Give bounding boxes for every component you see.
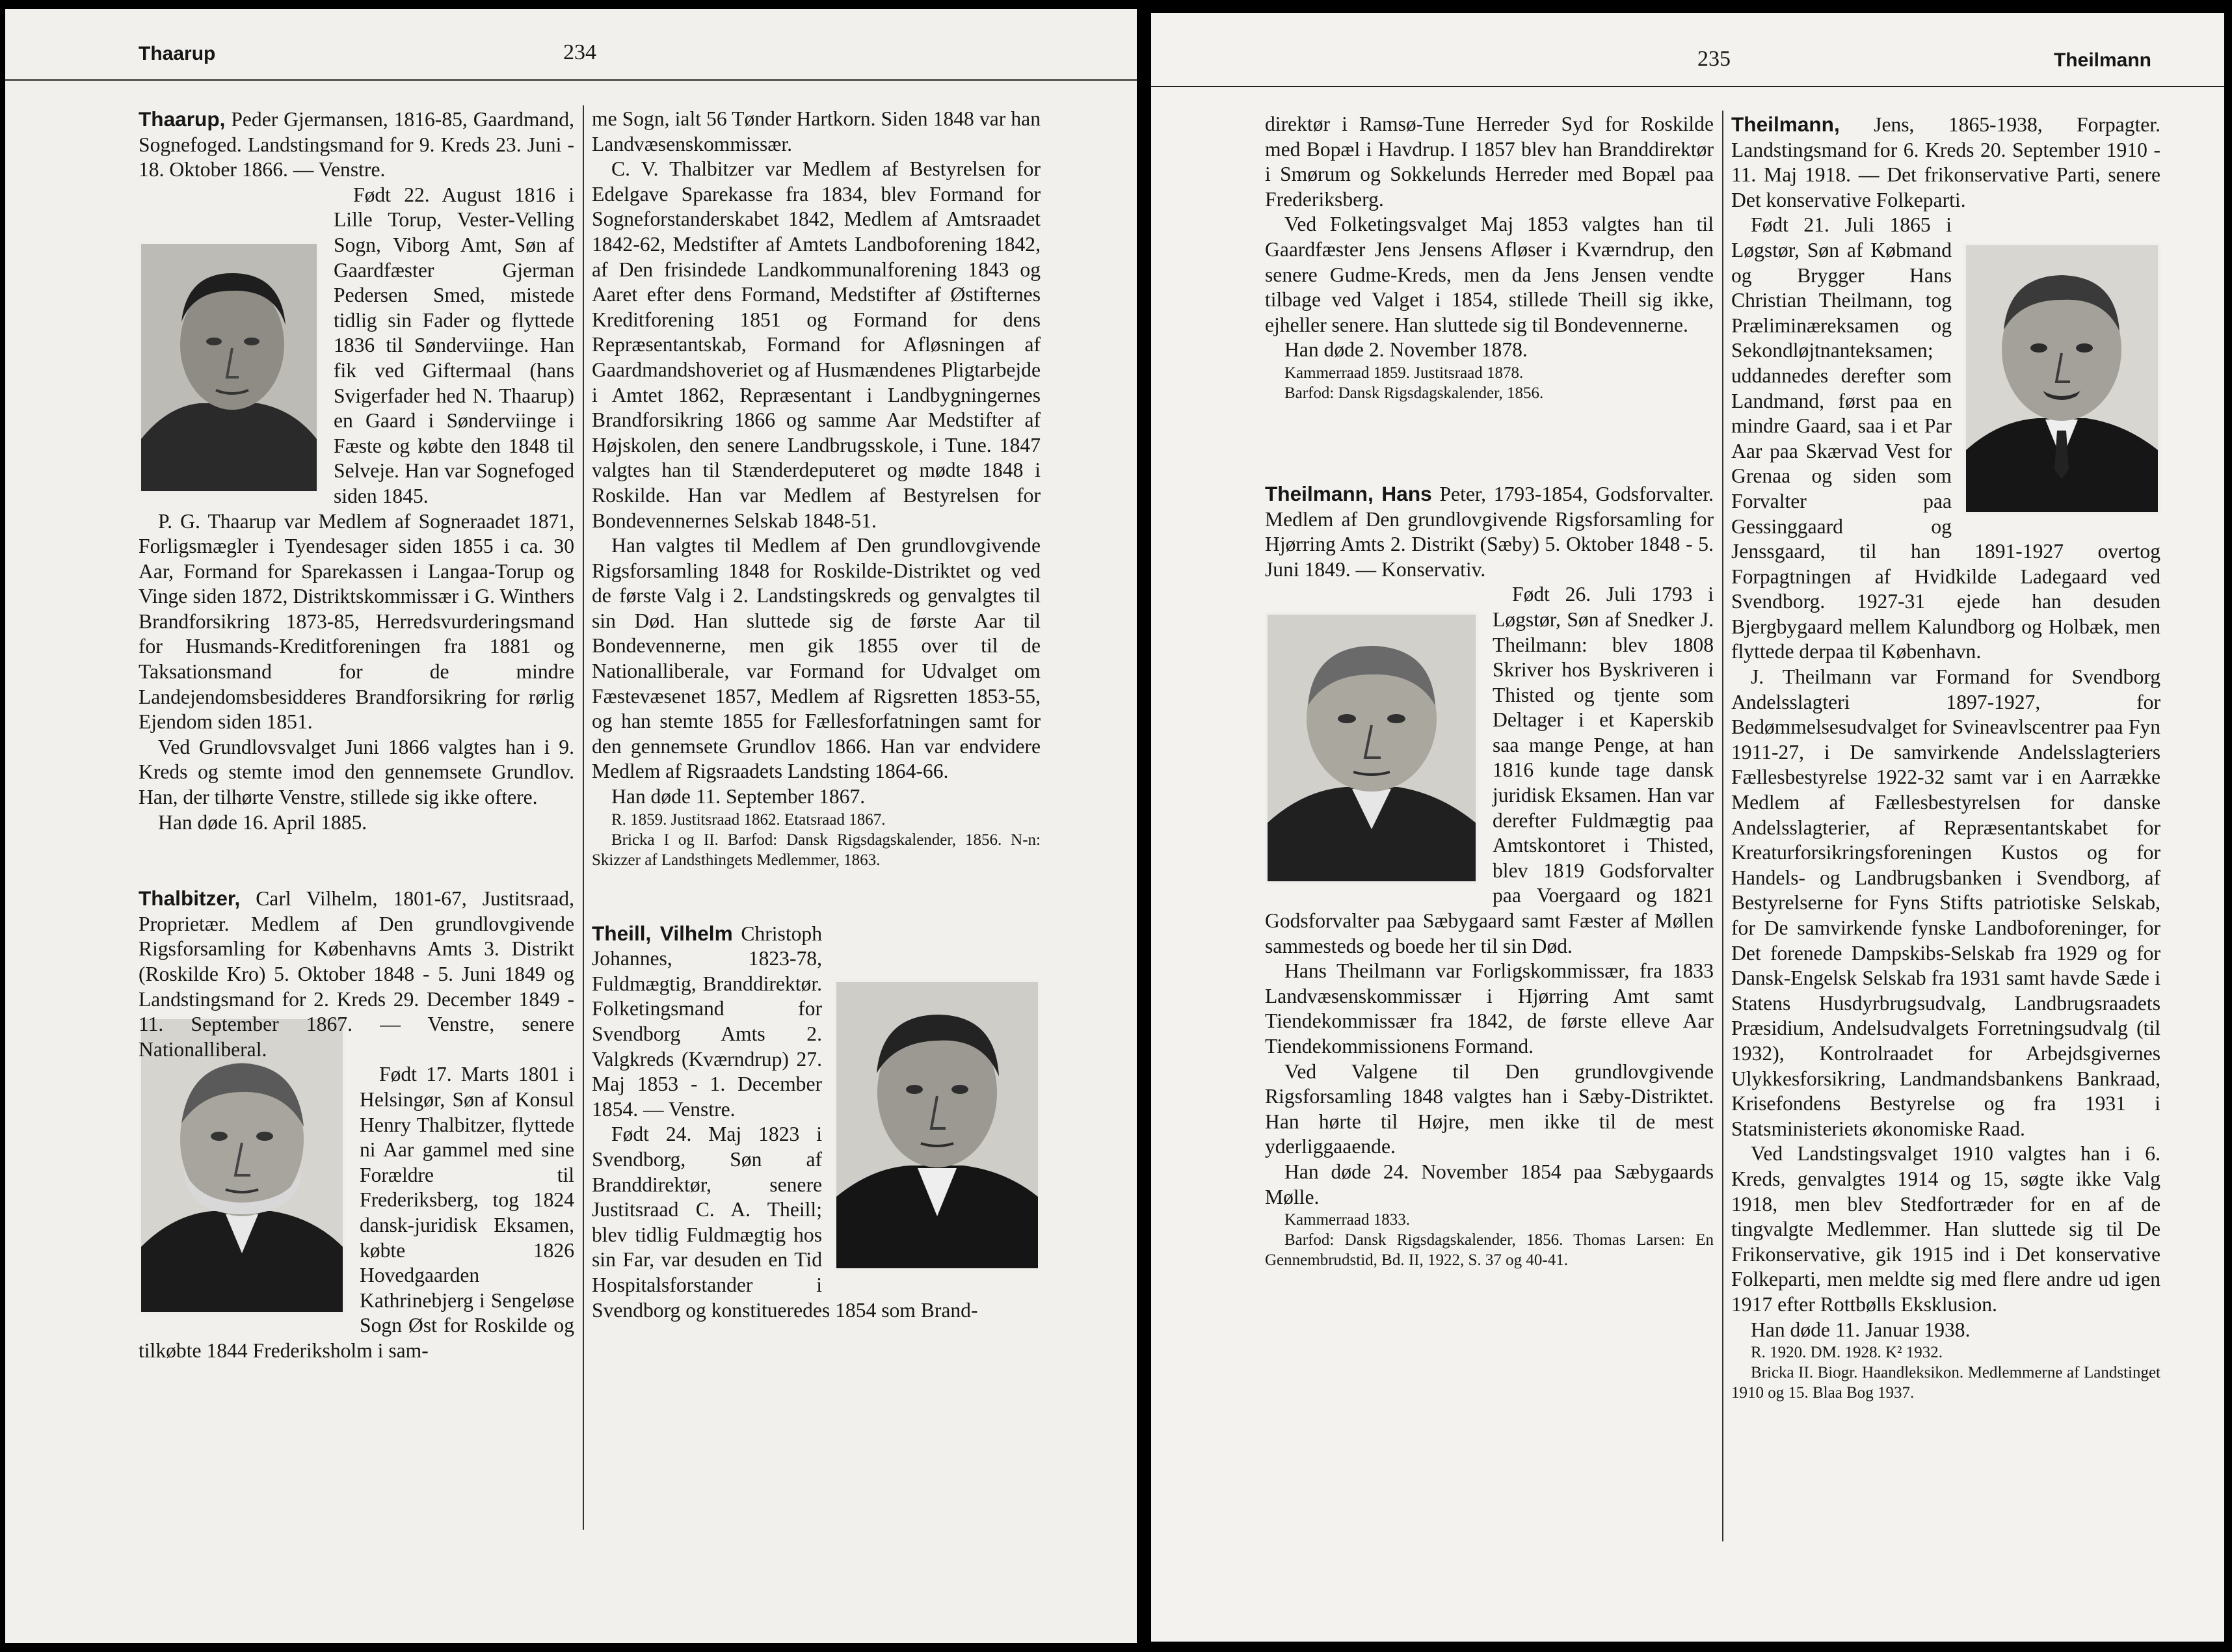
thalbitzer-politics: Han valgtes til Medlem af Den grundlovgivende Rigsforsamling 1848 for Roskilde-Distriktet og ved de første Valg i 2. Landstingskreds og genvalgtes til sin Død. Han sluttede sig de første Aar til Bondevennerne, men gik 1855 over til de Nationalliberale, var Formand for Udvalget om Fæstevæsenet 1857, Medlem af Rigsretten 1853-55, og han stemte 1855 for Fællesforfatningen samt for den gennemsete Grundlov 1866. Han var endvidere Medlem af Rigsraadets Landsting 1864-66. [592, 534, 1041, 783]
thalbitzer-sources: Bricka I og II. Barfod: Dansk Rigsdagskalender, 1856. N-n: Skizzer af Landsthingets Medlemmer, 1863. [592, 831, 1041, 869]
theill-cont: direktør i Ramsø-Tune Herreder Syd for Roskilde med Bopæl i Havdrup. I 1857 blev han Branddirektør i Smørum og Sokkelunds Herreder med Bopæl paa Frederiksberg. [1265, 113, 1714, 211]
hans-theilmann-died: Han døde 24. November 1854 paa Sæbygaards Mølle. [1265, 1160, 1714, 1208]
thalbitzer-died: Han døde 11. September 1867. [611, 785, 866, 808]
theill-died: Han døde 2. November 1878. [1284, 338, 1528, 362]
entry-hans-theilmann-intro: Theilmann, Hans Peter, 1793-1854, Godsforvalter. Medlem af Den grundlovgivende Rigsforsamling for Hjørring Amts 2. Distrikt (Sæby) 5. Oktober 1848 - 5. Juni 1849. — Konservativ. [1265, 481, 1714, 581]
theill-honours: Kammerraad 1859. Justitsraad 1878. [1284, 364, 1524, 382]
entry-theill-born: Født 24. Maj 1823 i Svendborg, Søn af Branddirektør, senere Justitsraad C. A. Theill; blev tidlig Fuldmægtig hos sin Far, var desuden en Tid Hospitalsforstander i Svendborg og konstitueredes 1854 som Brand- [592, 1123, 978, 1322]
theill-politics: Ved Folketingsvalget Maj 1853 valgtes han til Gaardfæster Jens Jensens Afløser i Kværndrup, den senere Gudme-Kreds, men da Jens Jensen vendte tilbage ved Valget i 1854, stillede Theill sig ikke, ejheller senere. Han sluttede sig til Bondevennerne. [1265, 213, 1714, 336]
page-number: 234 [563, 40, 596, 64]
left-column-2 [592, 107, 1041, 1323]
page-number: 235 [1697, 47, 1731, 71]
entry-jens-theilmann-intro: Theilmann, Jens, 1865-1938, Forpagter. Landstingsmand for 6. Kreds 20. September 1910 - 11. Maj 1918. — Det frikonservative Parti, senere Det konservative Folkeparti. [1731, 113, 2160, 211]
jens-theilmann-honours: R. 1920. DM. 1928. K² 1932. [1751, 1344, 1943, 1362]
portrait-thaarup [139, 241, 319, 494]
running-head: Thaarup [139, 43, 216, 64]
left-column-1 [139, 107, 574, 1364]
portrait-theill [834, 979, 1041, 1271]
right-column-1 [1265, 112, 1714, 1270]
jens-theilmann-offices: J. Theilmann var Formand for Svendborg Andelsslagteri 1897-1927, for Bedømmelsesudvalget for Svineavlscentrer paa Fyn 1911-27, i De samvirkende Andelsslagteriers Fællesbestyrelse 1922-32 samt var i en Aarrække Medlem af Fællesbestyrelsen for danske Andelsslagterier, af Repræsentantskabet for Kreaturforsikringsforeningen Kustos og for Handels- og Landbrugsbanken i Svendborg, af Bestyrelserne for Fyns Stifts patriotiske Selskab, for De samvirkende fynske Landboforeninger, for Det forenede Dampskibs-Selskab fra 1929 og for Dansk-Engelsk Selskab fra 1931 samt havde Sæde i Statens Husdyrbrugsudvalg, Landbrugsraadets Præsidium, Andelsudvalgets Forretningsudvalg (til 1932), Kontrolraadet for Arbejdsgivernes Ulykkesforsikring, Landmandsbankens Bankraad, Krisefondens Bestyrelse og fra 1931 i Statsministeriets økonomiske Raad. [1731, 665, 2160, 1140]
portrait-hans-theilmann [1265, 612, 1478, 884]
entry-thaarup-vote: Ved Grundlovsvalget Juni 1866 valgtes han i 9. Kreds og stemte imod den gennemsete Grundlov. Han, der tilhørte Venstre, stillede sig ikke oftere. [139, 735, 574, 809]
entry-jens-theilmann-born: Født 21. Juli 1865 i Løgstør, Søn af Købmand og Brygger Hans Christian Theilmann, tog Præliminæreksamen og Sekondløjtnanteksamen; uddannedes derefter som Landmand, først paa en mindre Gaard, saa i et Par Aar paa Skærvad Vest for Grenaa og siden som Forvalter paa Gessinggaard og Jenssgaard, til han 1891-1927 overtog Forpagtningen af Hvidkilde Ladegaard ved Svendborg. 1927-31 ejede han desuden Bjergbygaard mellem Kalundborg og Holbæk, men flyttede derpaa til København. [1731, 213, 2160, 663]
entry-thaarup-offices: P. G. Thaarup var Medlem af Sogneraadet 1871, Forligsmægler i Tyendesager siden 1855 i ca. 30 Aar, Formand for Sparekassen i Langaa-Torup og Vinge siden 1872, Distriktskommissær i G. Winthers Brandforsikring 1873-85, Herredsvurderingsmand for Husmands-Kreditforeningen fra 1881 og Taksationsmand for de mindre Landejendomsbesidderes Brandforsikring for rørlig Ejendom siden 1851. [139, 509, 574, 734]
thalbitzer-cont: me Sogn, ialt 56 Tønder Hartkorn. Siden 1848 var han Landvæsenskommissær. [592, 107, 1041, 155]
right-column-2 [1731, 112, 2160, 1403]
entry-thalbitzer-born: Født 17. Marts 1801 i Helsingør, Søn af Konsul Henry Thalbitzer, flyttede ni Aar gammel med sine Forældre til Frederiksberg, tog 1824 dansk-juridisk Eksamen, købte 1826 Hovedgaarden Kathrinebjerg i Sengeløse Sogn Øst for Roskilde og tilkøbte 1844 Frederiksholm i sam- [139, 1062, 574, 1363]
page-header [5, 34, 1137, 81]
hans-theilmann-sources: Barfod: Dansk Rigsdagskalender, 1856. Thomas Larsen: En Gennembrudstid, Bd. II, 1922, S. 37 og 40-41. [1265, 1231, 1714, 1270]
entry-thaarup-died: Han døde 16. April 1885. [158, 810, 367, 834]
column-rule [1722, 111, 1723, 1541]
entry-theill-intro: Theill, Vilhelm Christoph Johannes, 1823-78, Fuldmægtig, Branddirektør. Folketingsmand for Svendborg Amts 2. Valgkreds (Kværndrup) 27. Maj 1853 - 1. December 1854. — Venstre. [592, 921, 1041, 1123]
hans-theilmann-offices: Hans Theilmann var Forligskommissær, fra 1833 Landvæsenskommissær i Hjørring Amt samt Tiendekommissær fra 1842, de første elleve Aar Tiendekommissionens Formand. [1265, 959, 1714, 1058]
jens-theilmann-politics: Ved Landstingsvalget 1910 valgtes han i 6. Kreds, genvalgtes 1914 og 15, søgte ikke Valg 1918, men blev Stedfortræder for en af de tingvalgte Medlemmer. Han sluttede sig til De Frikonservative, gik 1915 ind i Det konservative Folkeparti, men meldte sig med flere andre ud igen 1917 efter Rottbølls Eksklusion. [1731, 1142, 2160, 1316]
entry-thaarup-born: Født 22. August 1816 i Lille Torup, Vester-Velling Sogn, Viborg Amt, Søn af Gaardfæster Gjerman Pedersen Smed, mistede tidlig sin Fader og flyttede 1836 til Sønderviinge. Han fik ved Giftermaal (hans Svigerfader hed N. Thaarup) en Gaard i Sønderviinge i Fæste og købte den 1848 til Selveje. Han var Sognefoged siden 1845. [139, 183, 574, 509]
entry-thalbitzer-intro: Thalbitzer, Carl Vilhelm, 1801-67, Justitsraad, Proprietær. Medlem af Den grundlovgivende Rigsforsamling for Københavns Amts 3. Distrikt (Roskilde Kro) 5. Oktober 1848 - 5. Juni 1849 og Landstingsmand for 2. Kreds 29. December 1849 - 11. September 1867. — Venstre, senere Nationalliberal. [139, 886, 574, 1061]
entry-thaarup-intro: Thaarup, Peder Gjermansen, 1816-85, Gaardmand, Sognefoged. Landstingsmand for 9. Kreds 23. Juni - 18. Oktober 1866. — Venstre. [139, 107, 574, 181]
entry-hans-theilmann-born: Født 26. Juli 1793 i Løgstør, Søn af Snedker J. Theilmann: blev 1808 Skriver hos Byskriveren i Thisted og tjente som Deltager i et Kaperskib saa mange Penge, at han 1816 kunde tage dansk juridisk Eksamen. Han var derefter Fuldmægtig paa Amtskontoret i Thisted, blev 1819 Godsforvalter paa Voergaard og 1821 Godsforvalter paa Sæbygaard samt Fæster af Møllen sammesteds og boede her til sin Død. [1265, 583, 1714, 957]
column-rule [583, 105, 584, 1530]
jens-theilmann-sources: Bricka II. Biogr. Haandleksikon. Medlemmerne af Landstinget 1910 og 15. Blaa Bog 1937. [1731, 1364, 2160, 1402]
thalbitzer-offices: C. V. Thalbitzer var Medlem af Bestyrelsen for Edelgave Sparekasse fra 1834, blev Formand for Sogneforstanderskabet 1842, Medlem af Amtsraadet 1842-62, Medstifter af Amtets Landboforening 1842, af Den frisindede Landkommunalforening 1843 og Aaret efter dens Formand, Medstifter af Østifternes Kreditforening 1851 og Formand for dens Repræsentantskab, Formand for Afløsningen af Gaardmandshoveriet og af Husmændenes Pligtarbejde i Amtet 1862, Repræsentant i Landbygningernes Brandforsikring 1866 og samme Aar Medstifter af Højskolen, den senere Landbrugsskole, i Tune. 1847 valgtes han til Stænderdeputeret og mødte 1848 i Roskilde. Han var Medlem af Bestyrelsen for Bondevennernes Selskab 1848-51. [592, 157, 1041, 532]
page-header [1151, 40, 2224, 87]
running-head: Theilmann [2053, 49, 2151, 71]
thalbitzer-honours: R. 1859. Justitsraad 1862. Etatsraad 1867. [611, 810, 886, 829]
hans-theilmann-politics: Ved Valgene til Den grundlovgivende Rigsforsamling 1848 valgtes han i Sæby-Distriktet. Han hørte til Højre, men ikke til de mest yderliggaaende. [1265, 1059, 1714, 1158]
jens-theilmann-died: Han døde 11. Januar 1938. [1751, 1318, 1971, 1341]
left-page [5, 9, 1137, 1643]
hans-theilmann-honours: Kammerraad 1833. [1284, 1211, 1410, 1229]
theill-sources: Barfod: Dansk Rigsdagskalender, 1856. [1284, 384, 1544, 402]
portrait-jens-theilmann [1963, 243, 2160, 514]
right-page [1151, 13, 2224, 1642]
